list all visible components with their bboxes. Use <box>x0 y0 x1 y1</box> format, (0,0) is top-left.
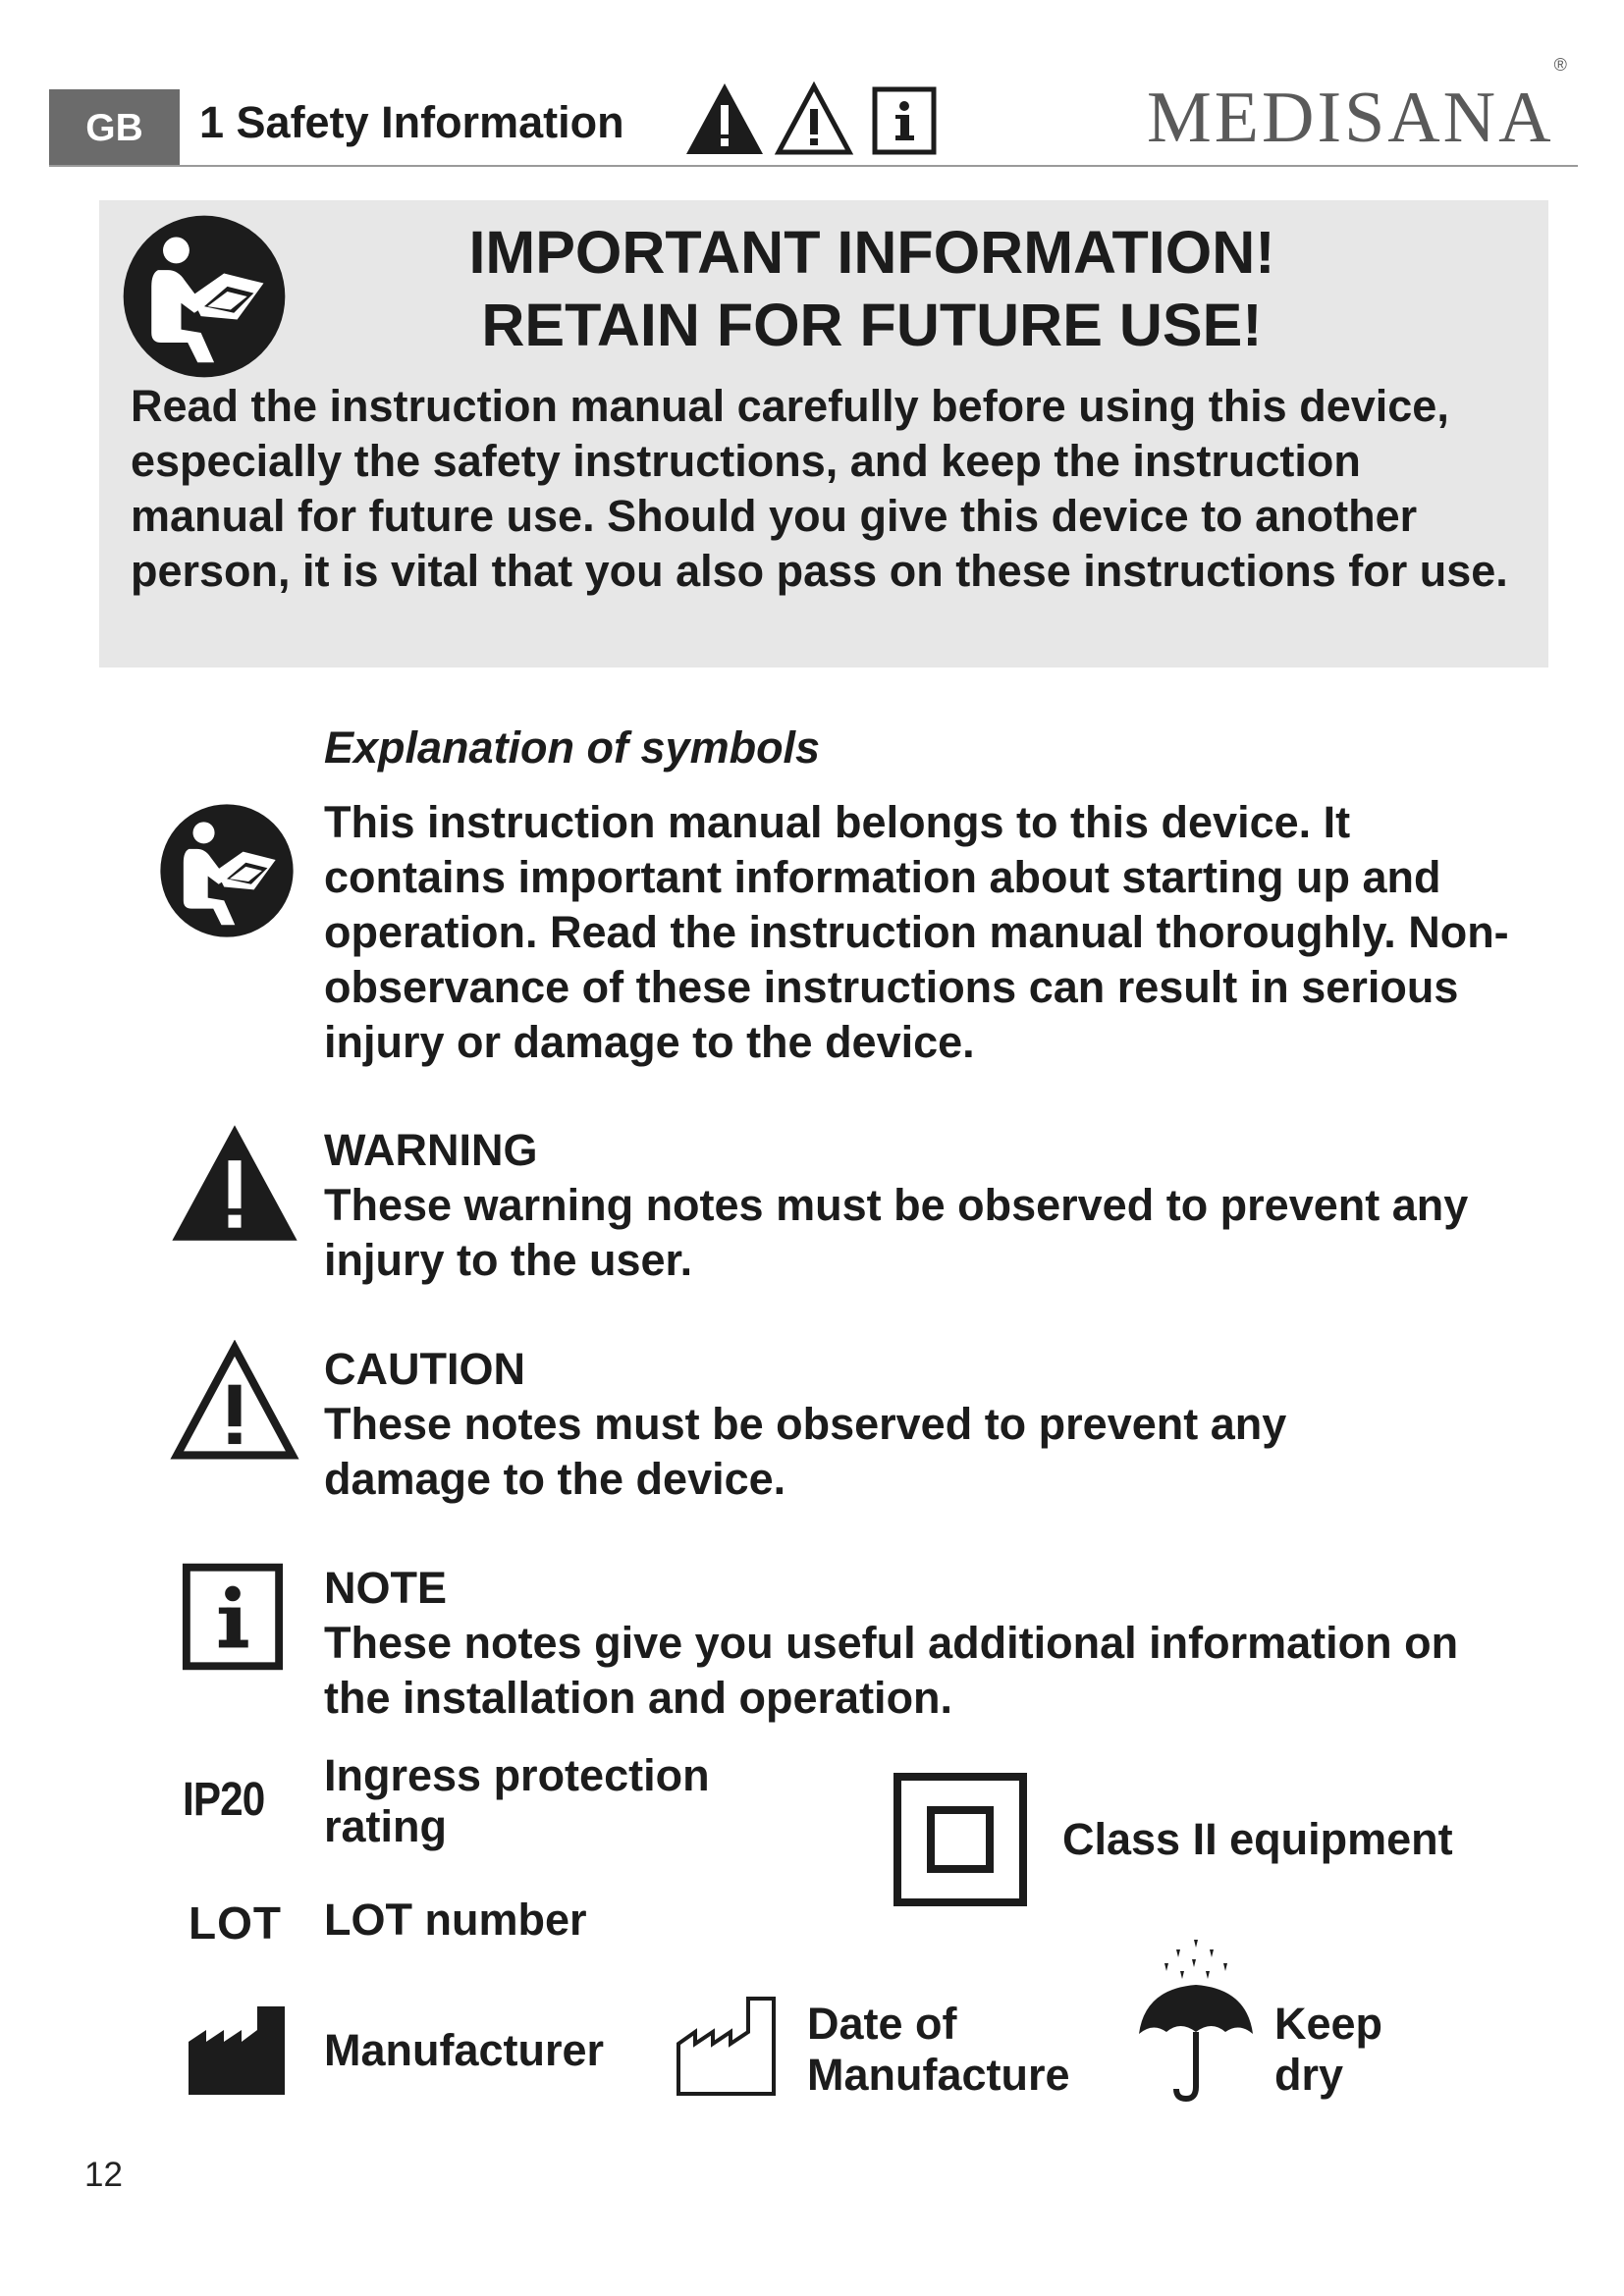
note-title: NOTE <box>324 1563 448 1613</box>
section-title: 1 Safety Information <box>199 97 624 147</box>
warning-block <box>324 1123 1502 1288</box>
info-icon <box>181 1563 285 1671</box>
warning-icon <box>684 81 765 156</box>
ip20-symbol: IP20 <box>183 1774 265 1826</box>
lot-symbol: LOT <box>189 1897 282 1949</box>
heading-line-2: RETAIN FOR FUTURE USE! <box>481 292 1263 358</box>
warning-icon <box>167 1122 302 1244</box>
note-block <box>324 1561 1502 1726</box>
caution-description: These notes must be observed to prevent any damage to the device. <box>324 1399 1287 1504</box>
important-body-text: Read the instruction manual carefully before using this device, especially the safety instructions, and keep the instruction manual for future use. Should you give this device to another person, it is vital that you also pass on these instructions for use. <box>131 381 1508 596</box>
page-number: 12 <box>84 2156 123 2194</box>
read-manual-icon <box>159 803 295 938</box>
ip20-label: Ingress protection rating <box>324 1750 710 1851</box>
brand-logo: MEDISANA® <box>1147 55 1570 158</box>
manual-description: This instruction manual belongs to this device. It contains important information about starting up and operation. Read the instruction manual thoroughly. Non-observance of these instructions can result in serious injury or damage to the device. <box>324 797 1509 1067</box>
manufacturer-icon <box>187 2002 287 2097</box>
read-manual-icon <box>122 214 287 379</box>
header-divider <box>49 165 1578 167</box>
heading-line-1: IMPORTANT INFORMATION! <box>468 219 1275 286</box>
caution-title: CAUTION <box>324 1344 525 1394</box>
umbrella-icon <box>1137 1940 1255 2103</box>
important-heading <box>295 216 1449 361</box>
caution-icon <box>167 1340 302 1462</box>
keep-dry-label: Keep dry <box>1274 1999 1383 2100</box>
info-icon <box>872 86 937 155</box>
caution-block <box>324 1342 1453 1507</box>
warning-description: These warning notes must be observed to prevent any injury to the user. <box>324 1180 1469 1285</box>
class-ii-icon <box>893 1773 1027 1906</box>
date-of-manufacture-icon <box>676 1995 778 2097</box>
country-tab: GB <box>49 89 180 167</box>
note-description: These notes give you useful additional information on the installation and operation. <box>324 1618 1459 1723</box>
warning-title: WARNING <box>324 1125 538 1175</box>
lot-label: LOT number <box>324 1895 587 1945</box>
symbols-section-title: Explanation of symbols <box>324 722 821 773</box>
caution-icon <box>774 81 854 156</box>
class-ii-label: Class II equipment <box>1062 1814 1453 1864</box>
manufacturer-label: Manufacturer <box>324 2025 605 2075</box>
date-of-manufacture-label: Date of Manufacture <box>807 1999 1070 2100</box>
